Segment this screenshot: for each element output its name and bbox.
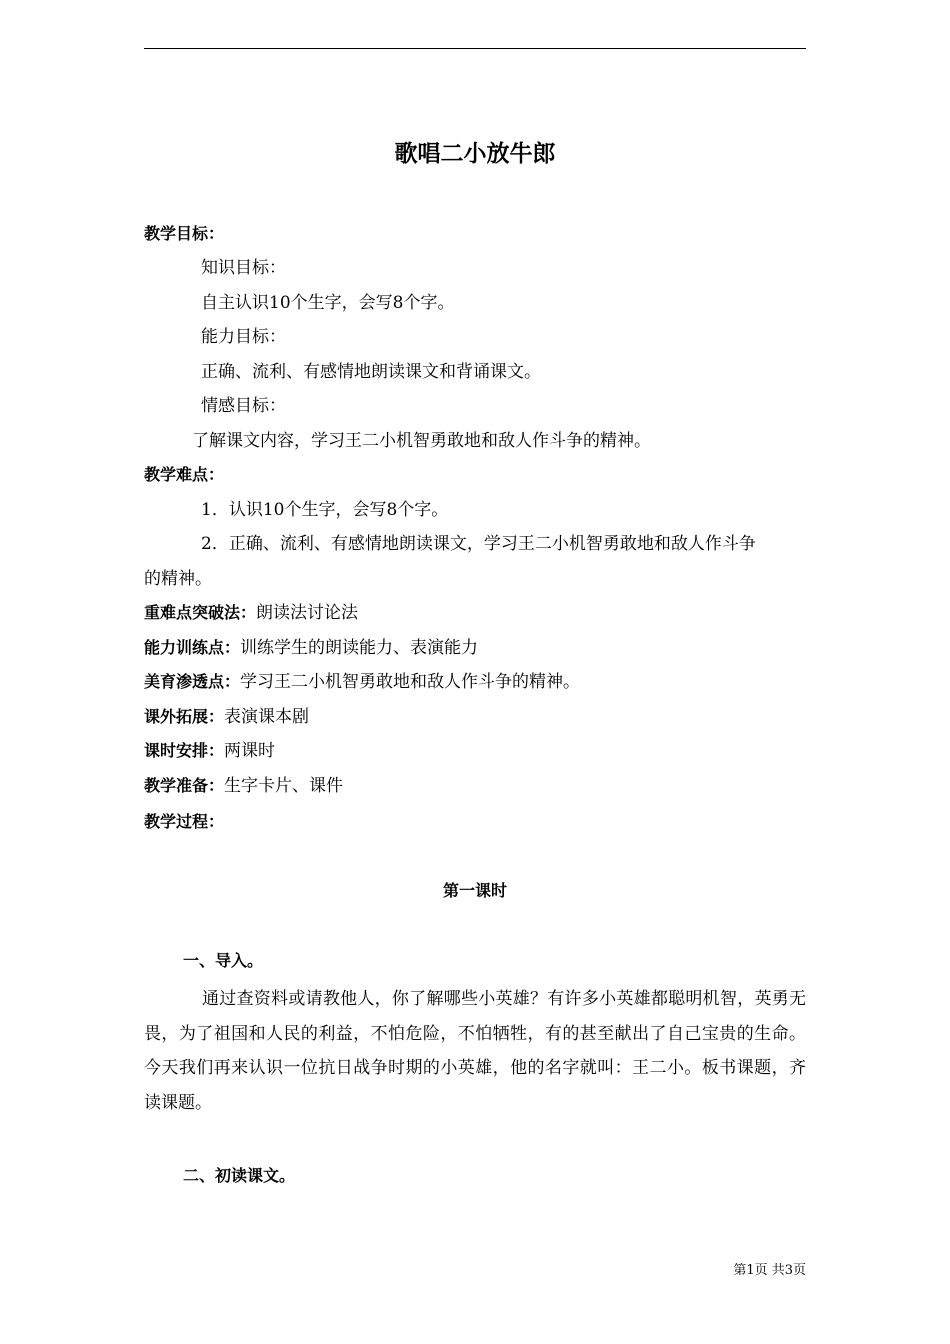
knowledge-text: 自主认识10个生字，会写8个字。 [201, 293, 455, 313]
emotion-label: 情感目标： [201, 396, 286, 416]
emotion-text: 了解课文内容，学习王二小机智勇敢地和敌人作斗争的精神。 [192, 431, 651, 451]
difficulty-heading: 教学难点： [144, 465, 225, 484]
difficulty-item-2: 2．正确、流利、有感情地朗读课文，学习王二小机智勇敢地和敌人作斗争 [201, 534, 756, 554]
aesthetic-row [144, 671, 580, 693]
training-label: 能力训练点： [144, 638, 241, 657]
section1-paragraph: 通过查资料或请教他人，你了解哪些小英雄？有许多小英雄都聪明机智，英勇无畏，为了祖国和人民的利益，不怕危险，不怕牺牲，有的甚至献出了自己宝贵的生命。今天我们再来认识一位抗日战争时期的小英雄，他的名字就叫：王二小。板书课题，齐读课题。 [144, 989, 806, 1113]
ability-label: 能力目标： [201, 327, 286, 347]
schedule-row [144, 740, 275, 762]
aesthetic-label: 美育渗透点： [144, 672, 241, 691]
difficulty-item-1: 1．认识10个生字，会写8个字。 [201, 500, 449, 520]
preparation-text: 生字卡片、课件 [224, 776, 344, 796]
difficulty-item-2-cont: 的精神。 [144, 569, 212, 589]
preparation-row [144, 775, 343, 797]
training-row [144, 637, 478, 659]
preparation-label: 教学准备： [144, 776, 225, 795]
objectives-heading: 教学目标： [144, 224, 225, 243]
process-heading: 教学过程： [144, 812, 225, 831]
aesthetic-text: 学习王二小机智勇敢地和敌人作斗争的精神。 [240, 672, 581, 692]
section2-heading: 二、初读课文。 [183, 1166, 296, 1185]
method-row [144, 602, 358, 624]
section1-heading: 一、导入。 [183, 951, 264, 970]
extension-row [144, 706, 309, 728]
schedule-label: 课时安排： [144, 741, 225, 760]
document-title: 歌唱二小放牛郎 [394, 141, 556, 167]
extension-text: 表演课本剧 [224, 707, 310, 727]
method-label: 重难点突破法： [144, 603, 257, 622]
extension-label: 课外拓展： [144, 707, 225, 726]
page-number: 第1页 共3页 [733, 1263, 806, 1278]
method-text: 朗读法讨论法 [256, 603, 359, 623]
header-rule [144, 48, 806, 49]
training-text: 训练学生的朗读能力、表演能力 [240, 638, 479, 658]
ability-text: 正确、流利、有感情地朗读课文和背诵课文。 [201, 362, 541, 382]
knowledge-label: 知识目标： [201, 258, 286, 278]
schedule-text: 两课时 [224, 741, 276, 761]
lesson-title: 第一课时 [442, 881, 507, 900]
